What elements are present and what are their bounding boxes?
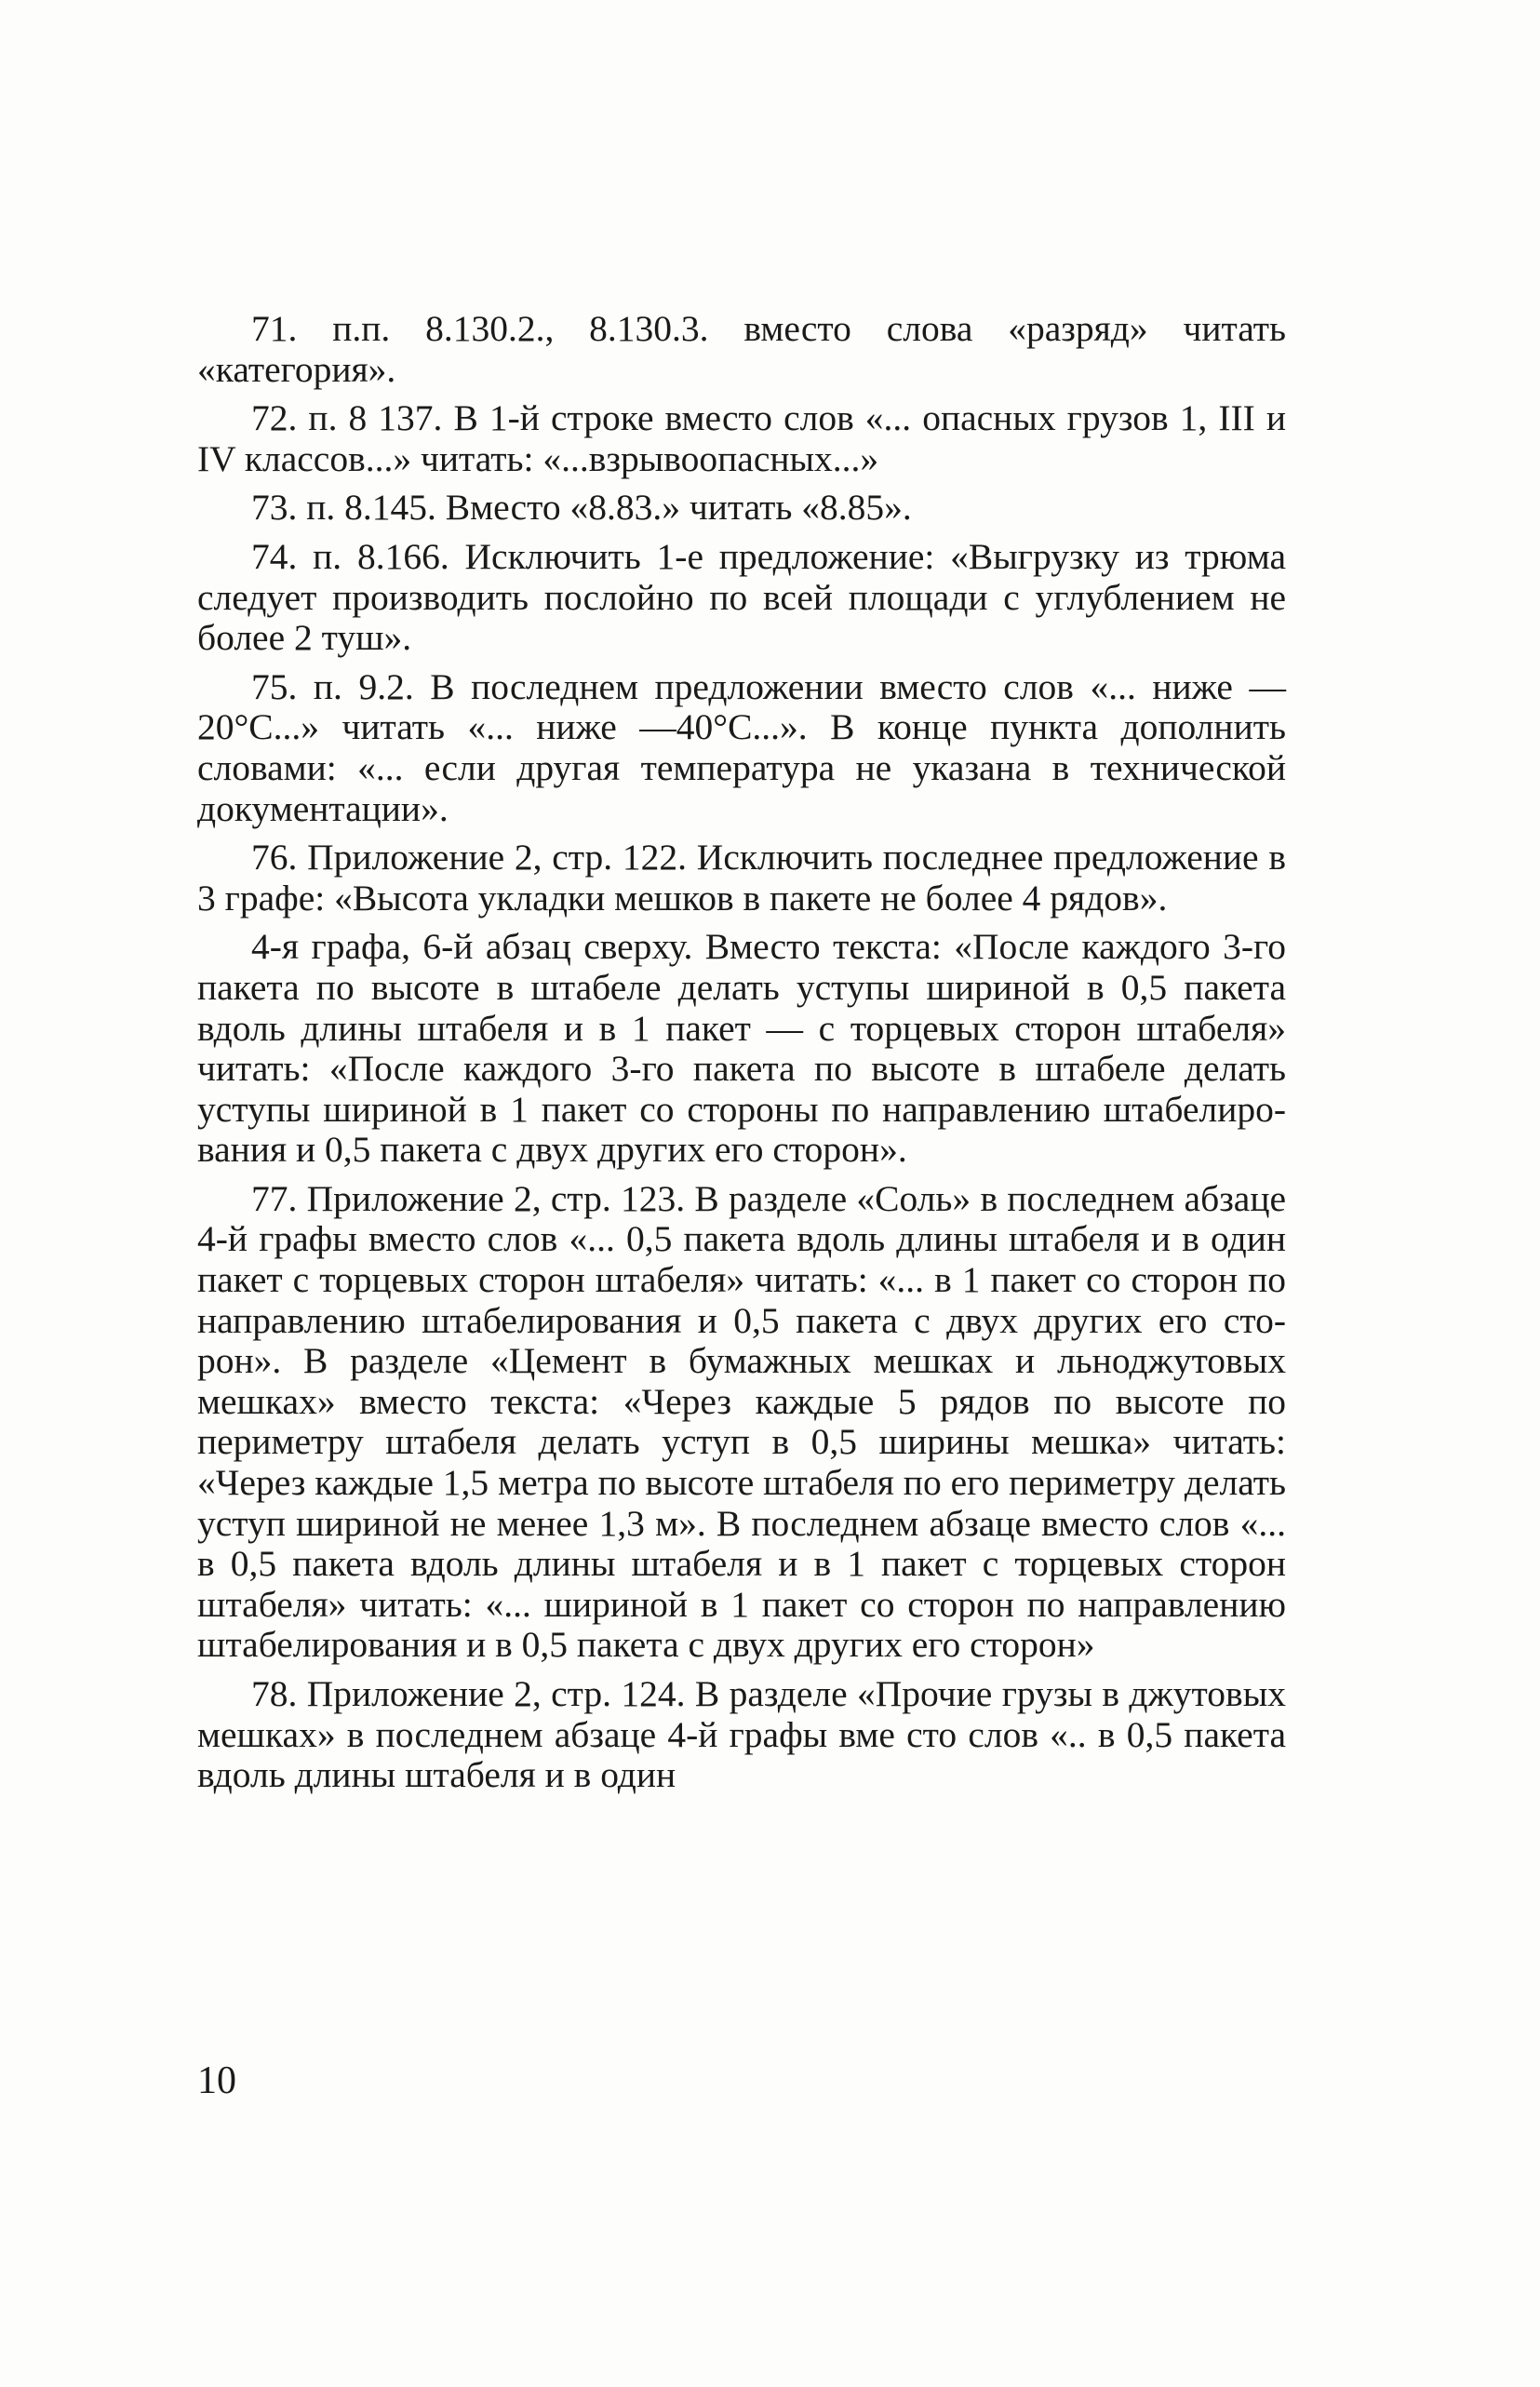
paragraph-item-76: 76. Приложение 2, стр. 122. Исключить последнее предложение в 3 графе: «Высота укладки мешков в пакете не более 4 рядов». — [197, 837, 1286, 919]
paragraph-item-78: 78. Приложение 2, стр. 124. В разделе «Прочие грузы в джутовых мешках» в последнем абзаце 4-й графы вме сто слов «.. в 0,5 пакета вдоль длины штабеля и в один — [197, 1673, 1286, 1796]
page-number: 10 — [197, 2059, 236, 2102]
paragraph-item-74: 74. п. 8.166. Исключить 1-е предложение: «Выгрузку из трюма следует производить послойно по всей площади с углублением не более 2 туш». — [197, 535, 1286, 659]
paragraph-item-72: 72. п. 8 137. В 1-й строке вместо слов «... опасных грузов 1, III и IV классов...» читать: «...взрывоопасных...» — [197, 397, 1286, 479]
body-text — [197, 309, 1286, 1804]
paragraph-item-76-continuation: 4-я графа, 6-й абзац сверху. Вместо текста: «После каждого 3-го пакета по высоте в штабеле делать уступы шириной в 0,5 пакета вдоль длины штабеля и в 1 пакет — с торцевых сторон штабеля» читать: «После каждого 3-го пакета по высоте в штабеле делать уступы шириной в 1 пакет со стороны по направлению штабелирования и 0,5 пакета с двух других его сторон». — [197, 926, 1286, 1171]
paragraph-item-75: 75. п. 9.2. В последнем предложении вместо слов «... ниже —20°С...» читать «... ниже —40°С...». В конце пункта дополнить словами: «... если другая температура не указана в технической документации». — [197, 665, 1286, 829]
paragraph-item-73: 73. п. 8.145. Вместо «8.83.» читать «8.85». — [251, 487, 912, 529]
paragraph-item-71: 71. п.п. 8.130.2., 8.130.3. вместо слова «разряд» читать «категория». — [197, 308, 1286, 390]
paragraph-item-77: 77. Приложение 2, стр. 123. В разделе «Соль» в последнем абзаце 4-й графы вместо слов «... 0,5 пакета вдоль длины штабеля и в один пакет с торцевых сторон штабеля» читать: «... в 1 пакет со сторон по направлению штабелирования и 0,5 пакета с двух других его сторон». В разделе «Цемент в бумажных мешках и льноджутовых мешках» вместо текста: «Через каждые 5 рядов по высоте по периметру штабеля делать уступ в 0,5 ширины мешка» читать: «Через каждые 1,5 метра по высоте штабеля по его периметру делать уступ шириной не менее 1,3 м». В последнем абзаце вместо слов «... в 0,5 пакета вдоль длины штабеля и в 1 пакет с торцевых сторон штабеля» читать: «... шириной в 1 пакет со сторон по направлению штабелирования и в 0,5 пакета с двух других его сторон» — [197, 1177, 1286, 1666]
